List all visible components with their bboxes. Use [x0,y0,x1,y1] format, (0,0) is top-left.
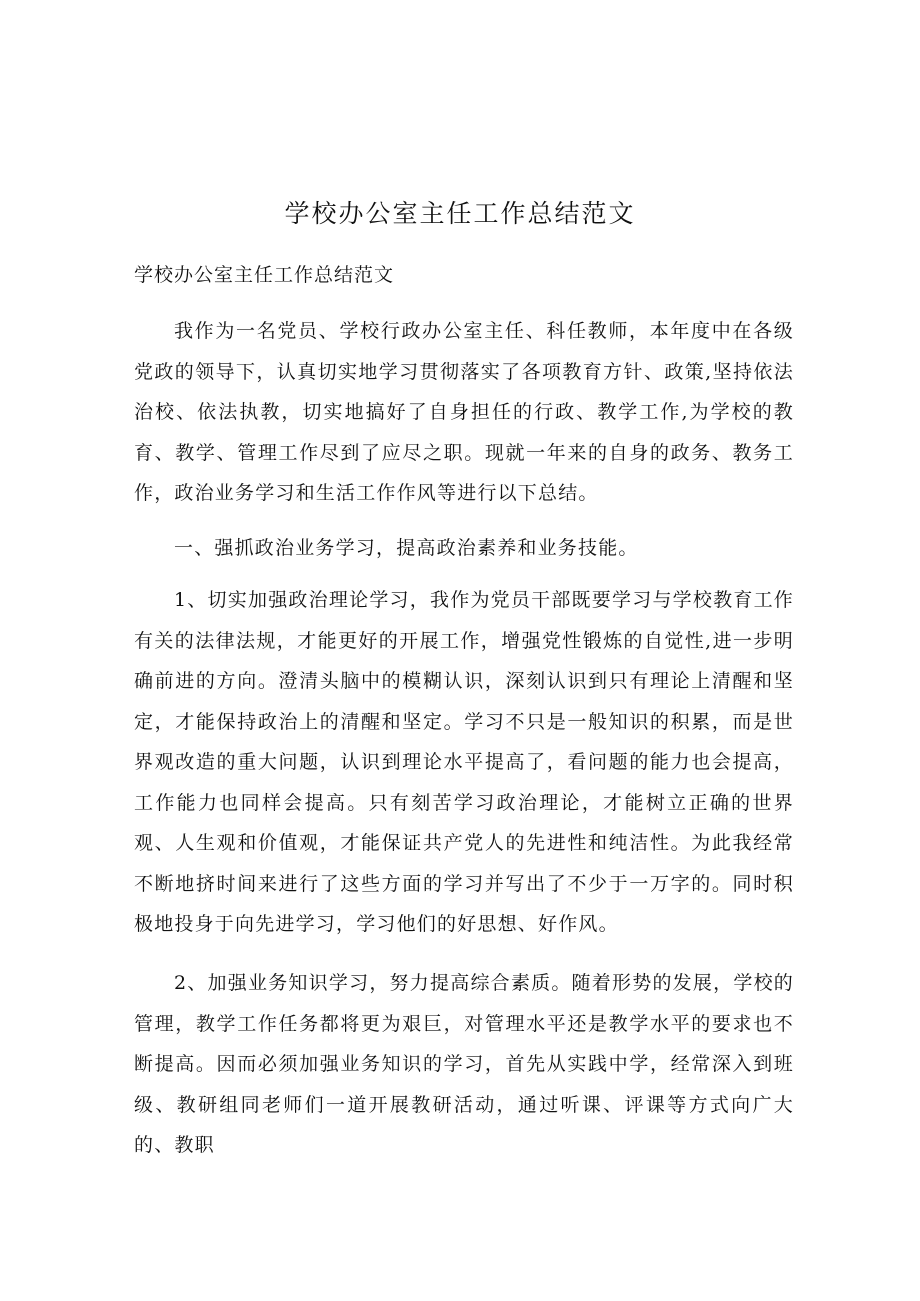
document-title: 学校办公室主任工作总结范文 [284,199,636,228]
paragraph-business-study: 2、加强业务知识学习，努力提高综合素质。随着形势的发展，学校的管理，教学工作任务都将更为艰巨，对管理水平还是教学水平的要求也不断提高。因而必须加强业务知识的学习，首先从实践中学，经常深入到班级、教研组同老师们一道开展教研活动，通过听课、评课等方式向广大的、教职 [134,972,794,1156]
paragraph-intro: 我作为一名党员、学校行政办公室主任、科任教师，本年度中在各级党政的领导下，认真切实地学习贯彻落实了各项教育方针、政策,坚持依法治校、依法执教，切实地搞好了自身担任的行政、教学工作,为学校的教育、教学、管理工作尽到了应尽之职。现就一年来的自身的政务、教务工作，政治业务学习和生活工作作风等进行以下总结。 [134,320,794,504]
document-subtitle: 学校办公室主任工作总结范文 [134,264,395,286]
paragraph-political-study: 1、切实加强政治理论学习，我作为党员干部既要学习与学校教育工作有关的法律法规，才能更好的开展工作，增强党性锻炼的自觉性,进一步明确前进的方向。澄清头脑中的模糊认识，深刻认识到只有理论上清醒和坚定，才能保持政治上的清醒和坚定。学习不只是一般知识的积累，而是世界观改造的重大问题，认识到理论水平提高了，看问题的能力也会提高，工作能力也同样会提高。只有刻苦学习政治理论，才能树立正确的世界观、人生观和价值观，才能保证共产党人的先进性和纯洁性。为此我经常不断地挤时间来进行了这些方面的学习并写出了不少于一万字的。同时积极地投身于向先进学习，学习他们的好思想、好作风。 [134,589,794,935]
section-heading-1: 一、强抓政治业务学习，提高政治素养和业务技能。 [174,537,639,559]
